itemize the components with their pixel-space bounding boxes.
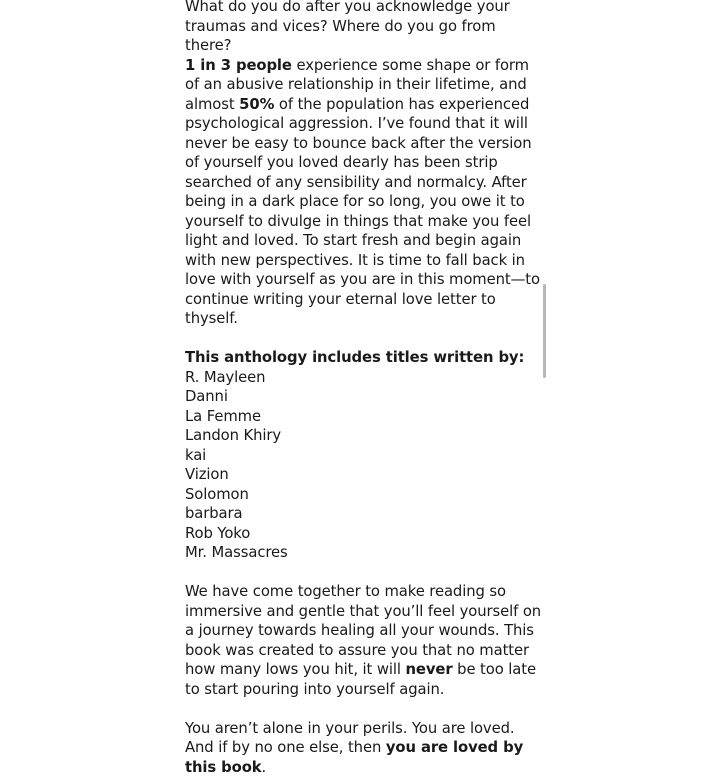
intro-paragraph	[185, 0, 545, 329]
author-item: barbara	[185, 504, 545, 524]
author-item: Rob Yoko	[185, 524, 545, 544]
author-item: Landon Khiry	[185, 426, 545, 446]
author-item: R. Mayleen	[185, 368, 545, 388]
closing-text-b: .	[262, 759, 267, 776]
author-item: Solomon	[185, 485, 545, 505]
author-item: Danni	[185, 387, 545, 407]
author-item: La Femme	[185, 407, 545, 427]
paragraph-spacer	[185, 563, 545, 583]
closing-text-a: You aren’t alone in your perils. You are loved. And if by no one else, then	[185, 720, 515, 757]
healing-paragraph	[185, 582, 545, 699]
intro-text-a: experience some shape or form of an abusive relationship in their lifetime, and almost	[185, 57, 529, 113]
loved-by-book-emphasis: you are loved by this book	[185, 739, 523, 776]
stat-fifty-percent: 50%	[239, 96, 274, 113]
author-item: Vizion	[185, 465, 545, 485]
closing-paragraph	[185, 719, 545, 777]
anthology-heading-text: This anthology includes titles written by:	[185, 349, 524, 366]
paragraph-spacer	[185, 699, 545, 719]
never-emphasis: never	[405, 661, 452, 678]
paragraph-spacer	[185, 329, 545, 349]
author-list	[185, 368, 545, 563]
intro-text-b: of the population has experienced psychological aggression. I’ve found that it will never be easy to bounce back after the version of yourself you loved dearly has been strip searched of any sensibility and normalcy. After being in a dark place for so long, you owe it to yourself to divulge in things that make you feel light and loved. To start fresh and begin again with new perspectives. It is time to fall back in love with yourself as you are in this moment—to continue writing your eternal love letter to thyself.	[185, 96, 540, 328]
anthology-heading	[185, 348, 545, 368]
intro-question-line-1: What do you do after you acknowledge your	[185, 0, 510, 15]
intro-question-line-2: traumas and vices? Where do you go from there?	[185, 18, 496, 55]
healing-text-b: be too late to start pouring into yourself again.	[185, 661, 536, 698]
healing-text-a: We have come together to make reading so immersive and gentle that you’ll feel yourself on a journey towards healing all your wounds. This book was created to assure you that no matter how many lows you hit, it will	[185, 583, 541, 678]
author-item: kai	[185, 446, 545, 466]
author-item: Mr. Massacres	[185, 543, 545, 563]
book-description	[185, 0, 545, 777]
stat-one-in-three: 1 in 3 people	[185, 57, 292, 74]
vertical-scrollbar[interactable]	[543, 284, 546, 378]
